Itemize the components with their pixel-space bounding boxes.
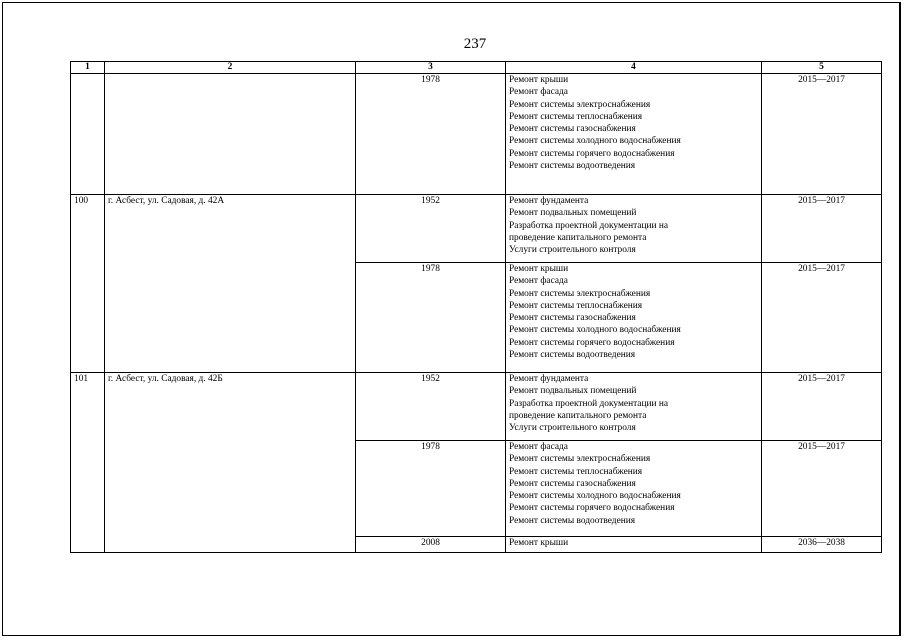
row-period: 2015—2017: [762, 195, 882, 263]
work-item: Услуги строительного контроля: [509, 423, 636, 434]
column-header-5: 5: [762, 62, 882, 74]
repair-schedule-table: [70, 61, 882, 553]
row-works: [506, 537, 762, 553]
row-works: [506, 74, 762, 195]
work-item: Ремонт системы горячего водоснабжения: [509, 503, 675, 514]
table-row: [71, 195, 882, 263]
work-item: Ремонт системы водоотведения: [509, 161, 636, 172]
work-item: Ремонт крыши: [509, 264, 569, 274]
work-item: Ремонт системы холодного водоснабжения: [509, 136, 681, 147]
table-row: [71, 373, 882, 441]
row-works: [506, 263, 762, 373]
work-item: проведение капитального ремонта: [509, 410, 647, 421]
row-period: 2036—2038: [762, 537, 882, 553]
table-header-row: [71, 62, 882, 74]
work-item: Ремонт фундамента: [509, 196, 589, 206]
row-year: 1952: [356, 195, 506, 263]
row-works: [506, 195, 762, 263]
table-row: [71, 263, 882, 373]
row-year: 1978: [356, 263, 506, 373]
work-item: Ремонт системы теплоснабжения: [509, 300, 643, 311]
work-item: Ремонт системы газоснабжения: [509, 478, 636, 489]
work-item: Ремонт системы газоснабжения: [509, 124, 636, 135]
work-item: Ремонт системы теплоснабжения: [509, 111, 643, 122]
table-row: [71, 537, 882, 553]
work-item: Ремонт фасада: [509, 87, 568, 98]
row-period: 2015—2017: [762, 441, 882, 537]
column-header-2: 2: [105, 62, 356, 74]
row-year: 1978: [356, 441, 506, 537]
table-row: [71, 74, 882, 195]
row-address: [105, 537, 356, 553]
work-item: Ремонт системы газоснабжения: [509, 313, 636, 324]
table-row: [71, 441, 882, 537]
row-period: 2015—2017: [762, 263, 882, 373]
row-number: [71, 537, 105, 553]
work-item: Ремонт системы водоотведения: [509, 350, 636, 361]
row-address: г. Асбест, ул. Садовая, д. 42А: [105, 195, 356, 263]
work-item: Ремонт системы водоотведения: [509, 515, 636, 526]
work-item: Ремонт системы горячего водоснабжения: [509, 337, 675, 348]
column-header-1: 1: [71, 62, 105, 74]
work-item: Ремонт системы холодного водоснабжения: [509, 491, 681, 502]
work-item: Ремонт фасада: [509, 442, 568, 452]
row-address: г. Асбест, ул. Садовая, д. 42Б: [105, 373, 356, 441]
row-address: [105, 74, 356, 195]
row-period: 2015—2017: [762, 74, 882, 195]
work-item: Ремонт системы электроснабжения: [509, 454, 651, 465]
work-item: Ремонт фасада: [509, 276, 568, 287]
work-item: Ремонт системы электроснабжения: [509, 288, 651, 299]
row-year: 1978: [356, 74, 506, 195]
work-item: Ремонт крыши: [509, 75, 569, 85]
row-works: [506, 441, 762, 537]
page-number: 237: [463, 36, 487, 52]
row-number: [71, 441, 105, 537]
work-item: Ремонт подвальных помещений: [509, 208, 637, 219]
work-item: проведение капитального ремонта: [509, 232, 647, 243]
work-item: Ремонт подвальных помещений: [509, 386, 637, 397]
work-item: Разработка проектной документации на: [509, 398, 669, 409]
row-address: [105, 263, 356, 373]
row-year: 2008: [356, 537, 506, 553]
row-number: 101: [71, 373, 105, 441]
work-item: Ремонт системы электроснабжения: [509, 99, 651, 110]
work-item: Ремонт крыши: [509, 538, 569, 548]
work-item: Ремонт фундамента: [509, 374, 589, 384]
row-address: [105, 441, 356, 537]
row-number: [71, 74, 105, 195]
column-header-3: 3: [356, 62, 506, 74]
row-year: 1952: [356, 373, 506, 441]
row-number: 100: [71, 195, 105, 263]
column-header-4: 4: [506, 62, 762, 74]
row-period: 2015—2017: [762, 373, 882, 441]
work-item: Услуги строительного контроля: [509, 245, 636, 256]
work-item: Ремонт системы холодного водоснабжения: [509, 325, 681, 336]
work-item: Ремонт системы теплоснабжения: [509, 466, 643, 477]
row-works: [506, 373, 762, 441]
work-item: Разработка проектной документации на: [509, 220, 669, 231]
row-number: [71, 263, 105, 373]
work-item: Ремонт системы горячего водоснабжения: [509, 148, 675, 159]
